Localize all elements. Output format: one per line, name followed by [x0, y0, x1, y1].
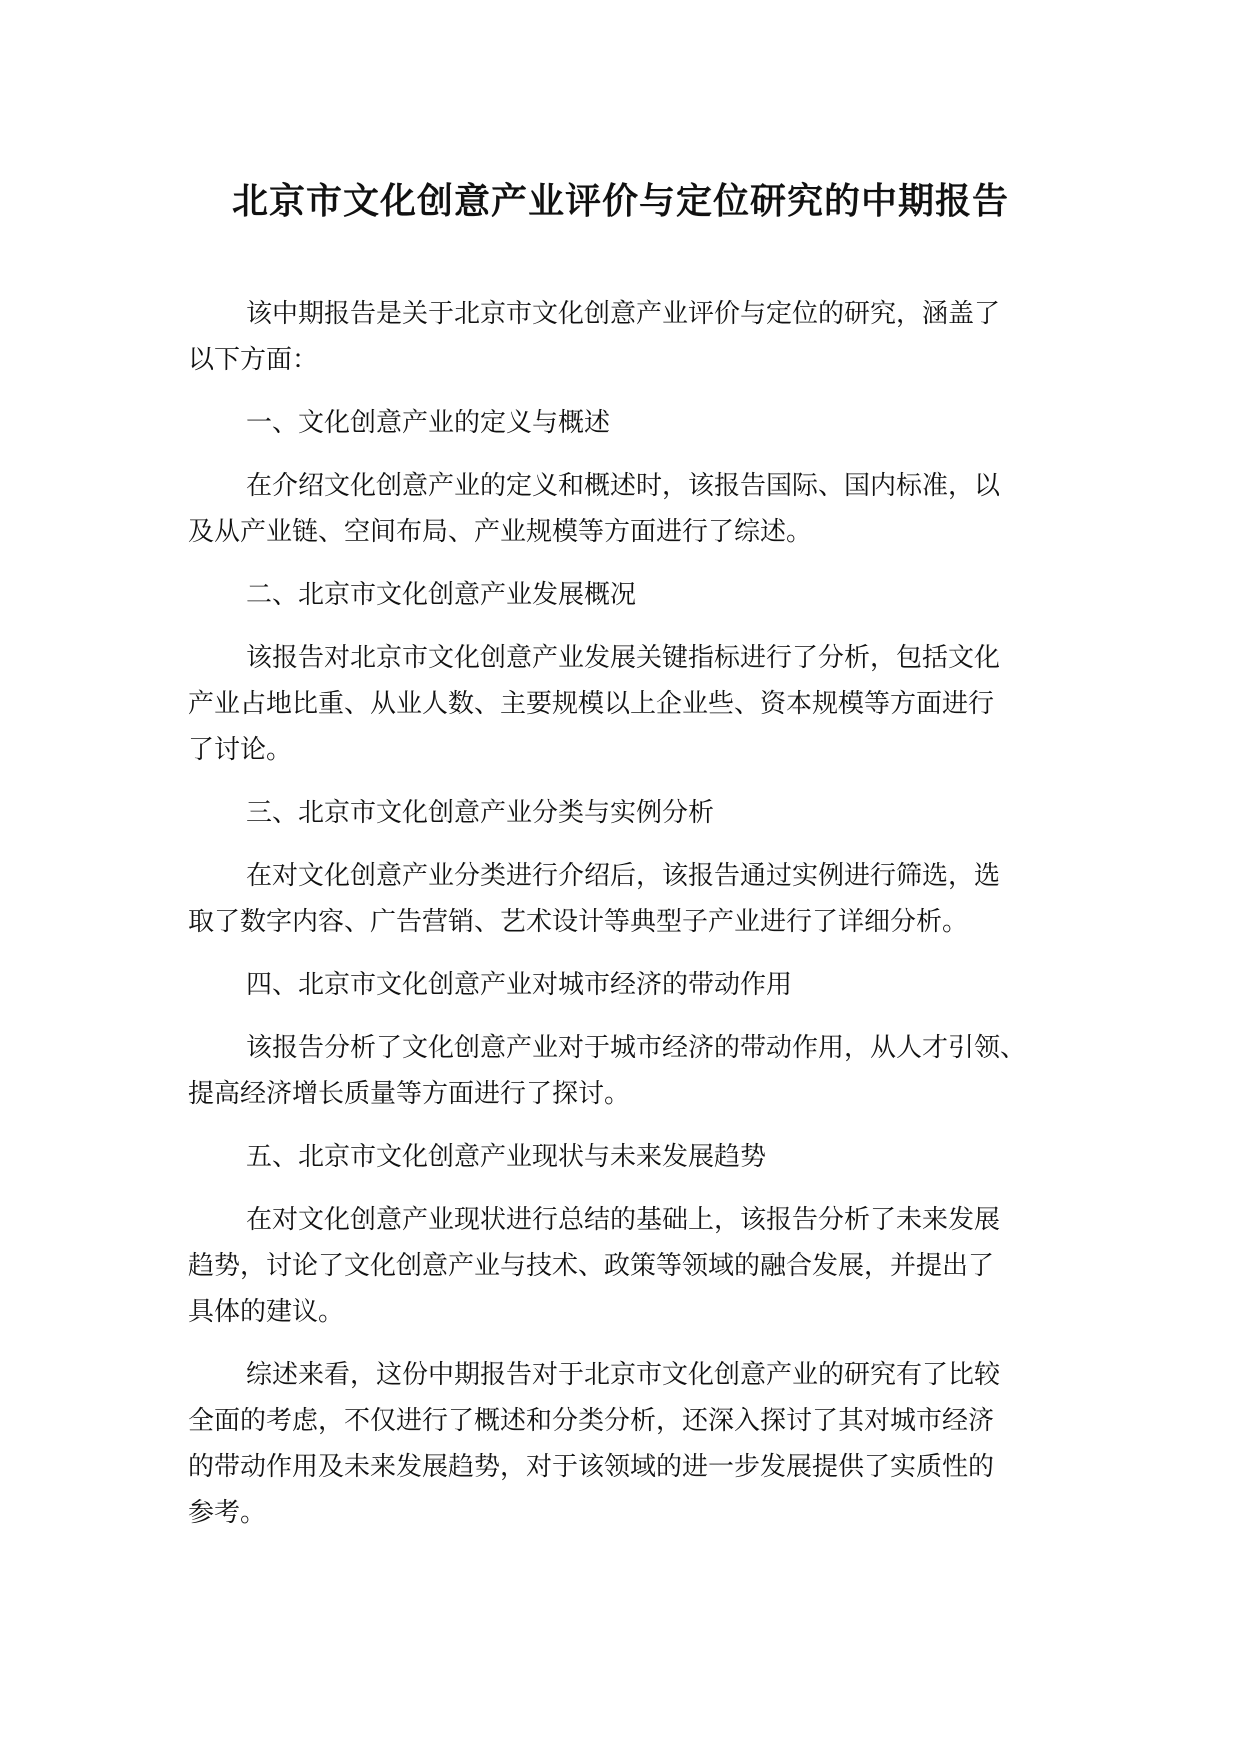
paragraph-line: 趋势，讨论了文化创意产业与技术、政策等领域的融合发展，并提出了 [188, 1251, 995, 1281]
paragraph-line: 在对文化创意产业分类进行介绍后，该报告通过实例进行筛选，选 [246, 861, 1001, 891]
paragraph-line: 以下方面： [188, 345, 319, 375]
paragraph-line: 的带动作用及未来发展趋势，对于该领域的进一步发展提供了实质性的 [188, 1452, 995, 1482]
section-heading-3: 三、北京市文化创意产业分类与实例分析 [246, 798, 715, 828]
section-paragraph-1 [188, 463, 1068, 555]
paragraph-line: 了讨论。 [188, 735, 293, 765]
section-paragraph-5 [188, 1197, 1068, 1335]
section-paragraph-2 [188, 635, 1068, 773]
paragraph-line: 全面的考虑，不仅进行了概述和分类分析，还深入探讨了其对城市经济 [188, 1406, 995, 1436]
paragraph-line: 在介绍文化创意产业的定义和概述时，该报告国际、国内标准，以 [246, 471, 1001, 501]
paragraph-line: 及从产业链、空间布局、产业规模等方面进行了综述。 [188, 517, 813, 547]
paragraph-line: 产业占地比重、从业人数、主要规模以上企业些、资本规模等方面进行 [188, 689, 995, 719]
intro-paragraph [188, 291, 1068, 383]
paragraph-line: 取了数字内容、广告营销、艺术设计等典型子产业进行了详细分析。 [188, 907, 969, 937]
section-heading-5: 五、北京市文化创意产业现状与未来发展趋势 [246, 1142, 767, 1172]
conclusion-paragraph [188, 1352, 1068, 1536]
paragraph-line: 具体的建议。 [188, 1297, 345, 1327]
section-heading-1: 一、文化创意产业的定义与概述 [246, 408, 611, 438]
section-paragraph-4 [188, 1025, 1068, 1117]
paragraph-line: 该中期报告是关于北京市文化创意产业评价与定位的研究，涵盖了 [246, 299, 1001, 329]
paragraph-line: 在对文化创意产业现状进行总结的基础上，该报告分析了未来发展 [246, 1205, 1001, 1235]
section-heading-4: 四、北京市文化创意产业对城市经济的带动作用 [246, 970, 793, 1000]
section-paragraph-3 [188, 853, 1068, 945]
paragraph-line: 该报告对北京市文化创意产业发展关键指标进行了分析，包括文化 [246, 643, 1001, 673]
section-heading-2: 二、北京市文化创意产业发展概况 [246, 580, 637, 610]
paragraph-line: 提高经济增长质量等方面进行了探讨。 [188, 1079, 631, 1109]
paragraph-line: 综述来看，这份中期报告对于北京市文化创意产业的研究有了比较 [246, 1360, 1001, 1390]
paragraph-line: 参考。 [188, 1498, 267, 1528]
document-title: 北京市文化创意产业评价与定位研究的中期报告 [231, 181, 1009, 222]
paragraph-line: 该报告分析了文化创意产业对于城市经济的带动作用，从人才引领、 [246, 1033, 1027, 1063]
document-body [188, 291, 1068, 1553]
